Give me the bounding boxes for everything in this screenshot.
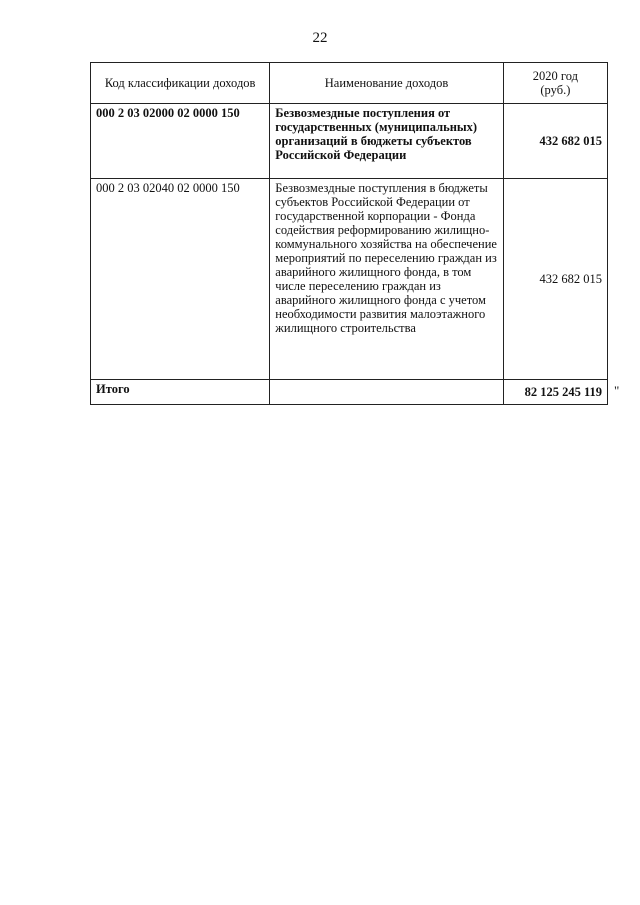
row-name: Безвозмездные поступления в бюджеты субъектов Российской Федерации от государственной корпорации - Фонда содействия реформированию жилищно-коммунального хозяйства на обеспечение мероприятий по переселению граждан из аварийного жилищного фонда, в том числе переселению граждан из аварийного жилищного фонда с учетом необходимости развития малоэтажного жилищного строительства <box>270 179 503 380</box>
header-name: Наименование доходов <box>270 63 503 104</box>
total-label: Итого <box>91 380 270 405</box>
table-header-row <box>91 63 608 104</box>
total-amount: 82 125 245 119 <box>503 380 607 405</box>
header-amount <box>503 63 607 104</box>
closing-quote: " <box>614 383 620 398</box>
row-code: 000 2 03 02000 02 0000 150 <box>91 104 270 179</box>
row-code: 000 2 03 02040 02 0000 150 <box>91 179 270 380</box>
revenue-table <box>90 62 608 405</box>
page-number: 22 <box>312 30 328 46</box>
total-name <box>270 380 503 405</box>
total-row <box>91 380 608 405</box>
row-amount: 432 682 015 <box>503 179 607 380</box>
table-row <box>91 179 608 380</box>
row-name: Безвозмездные поступления от государственных (муниципальных) организаций в бюджеты субъектов Российской Федерации <box>270 104 503 179</box>
header-unit: (руб.) <box>540 83 571 97</box>
table-row <box>91 104 608 179</box>
header-code: Код классификации доходов <box>91 63 270 104</box>
header-year: 2020 год <box>532 69 578 83</box>
row-amount: 432 682 015 <box>503 104 607 179</box>
